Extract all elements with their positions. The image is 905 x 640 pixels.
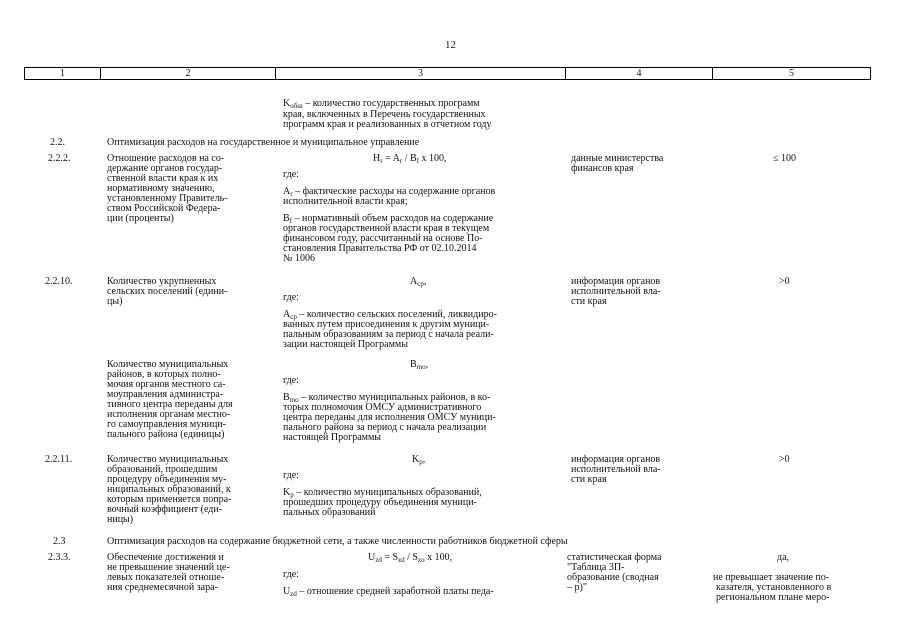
top-note-first-line: [283, 99, 480, 109]
definition-subscript: p: [290, 491, 294, 499]
definition-text: – количество муниципальных районов, в ко-: [298, 392, 491, 403]
indicator-name-line: ниципальных образований, к: [107, 484, 231, 495]
target-value-line: да,: [777, 552, 790, 563]
section-title: Оптимизация расходов на содержание бюджетной сети, а также численности работников бюджетной сферы: [107, 536, 568, 547]
definition-line: № 1006: [283, 253, 316, 264]
formula-subscript: mo: [416, 363, 426, 371]
formula-part: ,: [422, 454, 426, 465]
indicator-name-line: нормативному значению,: [107, 183, 215, 194]
definition-line: прошедших процедуру объединения муници-: [283, 497, 477, 508]
indicator-name-line: Количество муниципальных: [107, 359, 229, 370]
indicator-name-line: которым применяется попра-: [107, 494, 232, 505]
data-source-line: исполнительной вла-: [571, 464, 661, 475]
formula-part: ,: [425, 359, 429, 370]
data-source-line: сти края: [571, 474, 607, 485]
page-number: 12: [445, 39, 456, 51]
data-source-line: информация органов: [571, 454, 661, 465]
row-number: 2.2.11.: [45, 454, 73, 465]
indicator-name-line: Количество муниципальных: [107, 454, 229, 465]
formula-subscript: r: [399, 157, 403, 165]
formula-subscript: f: [416, 157, 420, 165]
data-source-line: финансов края: [571, 163, 634, 174]
formula: [412, 455, 425, 465]
definition-text: – фактические расходы на содержание органов: [292, 186, 496, 197]
data-source-line: – р)": [567, 582, 587, 593]
definition-line: настоящей Программы: [283, 432, 382, 443]
definition-line: становления Правительства РФ от 02.10.2014: [283, 243, 477, 254]
data-source-line: образование (сводная: [567, 572, 659, 583]
definition-line: центра переданы для исполнения ОМСУ муници-: [283, 412, 496, 423]
definition-symbol: B: [283, 213, 290, 224]
formula-subscript: r: [380, 157, 383, 165]
section-title: Оптимизация расходов на государственное и муниципальное управление: [107, 137, 420, 148]
definition-text: – отношение средней заработной платы педа-: [296, 586, 494, 597]
indicator-name-line: держание органов государ-: [107, 163, 223, 174]
definition-line: пальным образованиям за период с начала реали-: [283, 329, 494, 340]
data-source-line: исполнительной вла-: [571, 286, 661, 297]
column-header-5: 5: [713, 68, 871, 80]
definition-symbol: U: [283, 586, 291, 597]
column-header-row: [24, 67, 871, 80]
indicator-name-line: Количество укрупненных: [107, 276, 217, 287]
target-value-line: региональном плане меро-: [716, 592, 830, 603]
formula-part: ,: [423, 276, 427, 287]
definition-subscript: zd: [290, 590, 297, 598]
definition-text: – нормативный объем расходов на содержание: [292, 213, 494, 224]
where-label: где:: [283, 375, 299, 386]
formula: [410, 360, 428, 370]
definition-line: пальных образований: [283, 507, 376, 518]
data-source-line: информация органов: [571, 276, 661, 287]
data-source-line: "Таблица 3П-: [567, 562, 625, 573]
where-label: где:: [283, 292, 299, 303]
formula-part: x 100,: [419, 153, 447, 164]
column-header-2: 2: [101, 68, 276, 80]
formula: [373, 154, 447, 164]
indicator-name-line: сельских поселений (едини-: [107, 286, 228, 297]
formula-part: = A: [382, 153, 400, 164]
formula-symbol: K: [412, 454, 420, 465]
section-number: 2.2.: [50, 137, 65, 148]
column-header-3: 3: [276, 68, 566, 80]
definition-line: органов государственной власти края в текущем: [283, 223, 490, 234]
indicator-name-line: не превышение значений це-: [107, 562, 230, 573]
definition-subscript: cp: [290, 313, 297, 321]
section-number: 2.3: [53, 536, 66, 547]
formula-symbol: A: [410, 276, 418, 287]
formula-part: = S: [381, 552, 399, 563]
indicator-name-line: ницы): [107, 514, 134, 525]
indicator-name-line: Обеспечение достижения и: [107, 552, 224, 563]
indicator-name-line: процедуру объединения му-: [107, 474, 227, 485]
data-source-line: данные министерства: [571, 153, 664, 164]
indicator-name-line: ния среднемесячной зара-: [107, 582, 218, 593]
data-source-line: сти края: [571, 296, 607, 307]
indicator-name-line: ственной власти края к их: [107, 173, 219, 184]
indicator-name-line: пального района (единицы): [107, 429, 225, 440]
top-note-line: края, включенных в Перечень государственных: [283, 109, 486, 120]
indicator-name-line: ции (проценты): [107, 213, 174, 224]
definition-line: торых полномочия ОМСУ административного: [283, 402, 482, 413]
top-note-subscript: обш: [290, 102, 303, 110]
target-value: >0: [779, 276, 790, 287]
formula-part: H: [373, 153, 381, 164]
indicator-name-line: установленному Правитель-: [107, 193, 228, 204]
top-note-line: программ края и реализованных в отчетном году: [283, 119, 492, 130]
indicator-name-line: исполнения органам местно-: [107, 409, 231, 420]
indicator-name-line: цы): [107, 296, 123, 307]
target-value-line: казателя, установленного в: [716, 582, 832, 593]
definition-text: – количество сельских поселений, ликвидиро-: [296, 309, 497, 320]
indicator-name-line: ством Российской Федера-: [107, 203, 221, 214]
definition-line: пального района за период с начала реализации: [283, 422, 487, 433]
definition-text: – количество муниципальных образований,: [293, 487, 482, 498]
indicator-name-line: левых показателей отноше-: [107, 572, 225, 583]
definition-subscript: f: [289, 217, 293, 225]
indicator-name-line: вочный коэффициент (еди-: [107, 504, 223, 515]
formula-part: / B: [402, 153, 417, 164]
definition-line: исполнительной власти края;: [283, 196, 408, 207]
definition-line: ванных путем присоединения к другим муници-: [283, 319, 490, 330]
row-number: 2.2.2.: [48, 153, 71, 164]
top-note-symbol: K: [283, 98, 291, 109]
indicator-name-line: образований, прошедшим: [107, 464, 218, 475]
definition-subscript: mo: [289, 396, 299, 404]
data-source-line: статистическая форма: [567, 552, 662, 563]
formula-subscript: cp: [417, 280, 424, 288]
formula-symbol: B: [410, 359, 417, 370]
definition-symbol: B: [283, 392, 290, 403]
formula-subscript: zo: [418, 556, 425, 564]
formula-subscript: zd: [375, 556, 382, 564]
indicator-name-line: районов, в которых полно-: [107, 369, 221, 380]
where-label: где:: [283, 169, 299, 180]
formula-subscript: zd: [398, 556, 405, 564]
indicator-name-line: го самоуправления муници-: [107, 419, 226, 430]
definition-line: зации настоящей Программы: [283, 339, 408, 350]
formula-subscript: p: [419, 458, 423, 466]
where-label: где:: [283, 569, 299, 580]
row-number: 2.2.10.: [45, 276, 73, 287]
where-label: где:: [283, 470, 299, 481]
definition-line: финансовом году, рассчитанный на основе По-: [283, 233, 483, 244]
top-note-text: – количество государственных программ: [302, 98, 480, 109]
indicator-name-line: Отношение расходов на со-: [107, 153, 225, 164]
target-value: >0: [779, 454, 790, 465]
definition-symbol: K: [283, 487, 291, 498]
target-value-line: не превышает значение по-: [713, 572, 830, 583]
definition-symbol: A: [283, 309, 291, 320]
definition-symbol: A: [283, 186, 291, 197]
indicator-name-line: тивного центра переданы для: [107, 399, 233, 410]
indicator-name-line: мочия органов местного са-: [107, 379, 226, 390]
formula-part: / S: [404, 552, 418, 563]
definition-first-line: [283, 587, 494, 597]
row-number: 2.3.3.: [48, 552, 71, 563]
formula: [410, 277, 426, 287]
target-value: ≤ 100: [773, 153, 796, 164]
definition-subscript: r: [290, 190, 293, 198]
column-header-1: 1: [25, 68, 101, 80]
formula-part: U: [368, 552, 376, 563]
column-header-4: 4: [566, 68, 713, 80]
formula: [368, 553, 452, 563]
formula-part: x 100,: [424, 552, 453, 563]
indicator-name-line: моуправления администра-: [107, 389, 224, 400]
